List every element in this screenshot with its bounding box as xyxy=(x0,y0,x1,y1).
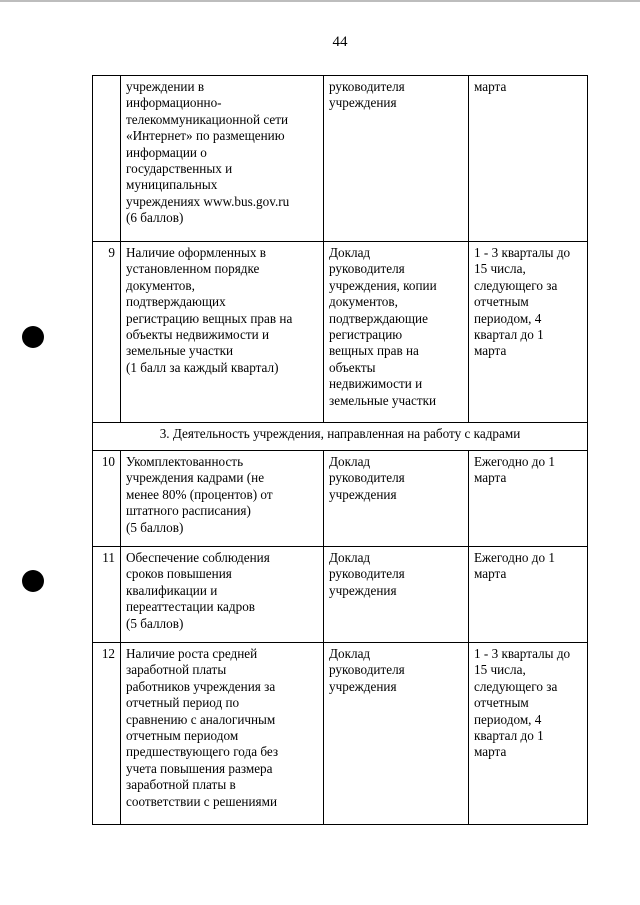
punch-hole-bottom xyxy=(22,570,44,592)
section-title: 3. Деятельность учреждения, направленная на работу с кадрами xyxy=(93,423,588,451)
table-row xyxy=(93,76,588,242)
row-number: 10 xyxy=(93,451,121,547)
criterion-cell: Обеспечение соблюдения сроков повышения квалификации и переаттестации кадров (5 баллов) xyxy=(121,547,324,643)
document-cell: руководителя учреждения xyxy=(324,76,469,242)
table-row xyxy=(93,547,588,643)
deadline-cell: марта xyxy=(469,76,588,242)
table-row xyxy=(93,242,588,423)
criterion-cell: Наличие оформленных в установленном порядке документов, подтверждающих регистрацию вещных прав на объекты недвижимости и земельные участки (1 балл за каждый квартал) xyxy=(121,242,324,423)
criterion-cell: Укомплектованность учреждения кадрами (не менее 80% (процентов) от штатного расписания) (5 баллов) xyxy=(121,451,324,547)
table-row xyxy=(93,643,588,825)
criterion-cell: Наличие роста средней заработной платы работников учреждения за отчетный период по сравнению с аналогичным отчетным периодом предшествующего года без учета повышения размера заработной платы в соответствии с решениями xyxy=(121,643,324,825)
document-cell: Доклад руководителя учреждения xyxy=(324,547,469,643)
criterion-cell: учреждении в информационно- телекоммуникационной сети «Интернет» по размещению информации о государственных и муниципальных учреждениях www.bus.gov.ru (6 баллов) xyxy=(121,76,324,242)
table-row xyxy=(93,451,588,547)
deadline-cell: Ежегодно до 1 марта xyxy=(469,547,588,643)
top-rule xyxy=(0,0,640,2)
deadline-cell: 1 - 3 кварталы до 15 числа, следующего за отчетным периодом, 4 квартал до 1 марта xyxy=(469,242,588,423)
document-cell: Доклад руководителя учреждения xyxy=(324,451,469,547)
criteria-table xyxy=(92,75,588,825)
row-number: 9 xyxy=(93,242,121,423)
row-number xyxy=(93,76,121,242)
row-number: 11 xyxy=(93,547,121,643)
page-number: 44 xyxy=(332,34,348,50)
punch-hole-top xyxy=(22,326,44,348)
deadline-cell: Ежегодно до 1 марта xyxy=(469,451,588,547)
deadline-cell: 1 - 3 кварталы до 15 числа, следующего за отчетным периодом, 4 квартал до 1 марта xyxy=(469,643,588,825)
document-cell: Доклад руководителя учреждения, копии документов, подтверждающие регистрацию вещных прав на объекты недвижимости и земельные участки xyxy=(324,242,469,423)
section-row xyxy=(93,423,588,451)
document-cell: Доклад руководителя учреждения xyxy=(324,643,469,825)
row-number: 12 xyxy=(93,643,121,825)
